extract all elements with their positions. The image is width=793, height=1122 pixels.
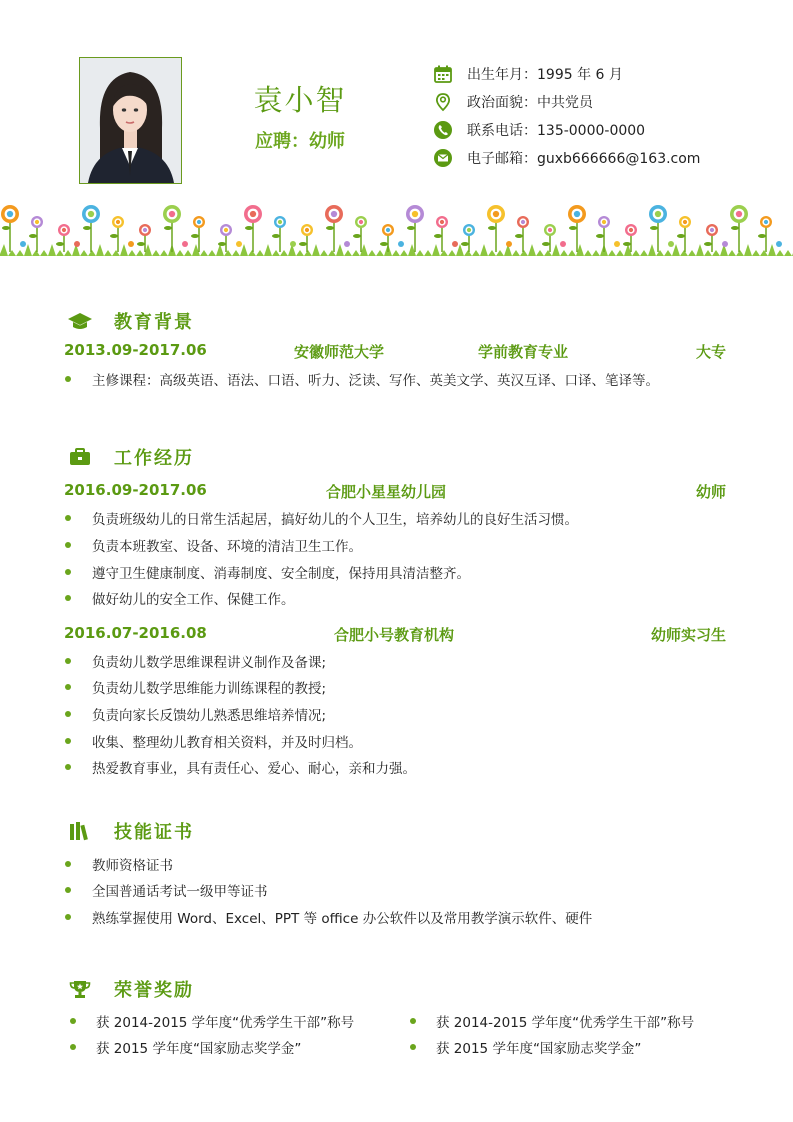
section-skills-header <box>66 818 194 844</box>
job-duty-text: 热爱教育事业，具有责任心、爱心、耐心，亲和力强。 <box>92 761 416 777</box>
education-course-text: 主修课程：高级英语、语法、口语、听力、泛读、写作、英美文学、英汉互译、口译、笔译等。 <box>92 373 659 389</box>
job-date: 2016.09-2017.06 <box>64 481 207 499</box>
list-item <box>409 1037 641 1057</box>
job-duty-text: 负责向家长反馈幼儿熟悉思维培养情况; <box>92 708 327 724</box>
info-birth <box>432 63 623 85</box>
location-icon <box>432 91 454 113</box>
list-item <box>64 508 578 528</box>
section-honors-header <box>66 976 194 1002</box>
section-education-header <box>66 308 194 334</box>
info-email <box>432 147 700 169</box>
bullet-dot <box>65 861 71 867</box>
bullet-dot <box>65 542 71 548</box>
section-work-title: 工作经历 <box>114 448 194 469</box>
bullet-dot <box>65 658 71 664</box>
list-item <box>64 562 470 582</box>
job-entry <box>64 624 726 646</box>
honor-text: 获 2015 学年度“国家励志奖学金” <box>436 1041 642 1057</box>
list-item <box>64 880 268 900</box>
info-phone-text: 联系电话：135-0000-0000 <box>467 123 646 139</box>
bullet-dot <box>65 914 71 920</box>
job-duty-text: 遵守卫生健康制度、消毒制度、安全制度，保持用具清洁整齐。 <box>92 566 470 582</box>
info-birth-text: 出生年月：1995 年 6 月 <box>467 67 623 83</box>
job-duty-text: 负责班级幼儿的日常生活起居，搞好幼儿的个人卫生，培养幼儿的良好生活习惯。 <box>92 512 578 528</box>
job-duty-text: 做好幼儿的安全工作、保健工作。 <box>92 592 295 608</box>
bullet-dot <box>410 1018 416 1024</box>
list-item <box>64 757 416 777</box>
bullet-dot <box>70 1044 76 1050</box>
section-honors-title: 荣誉奖励 <box>114 980 194 1001</box>
bullet-dot <box>65 684 71 690</box>
list-item <box>64 704 326 724</box>
info-phone <box>432 119 645 141</box>
list-item <box>69 1011 354 1031</box>
education-entry <box>64 341 726 363</box>
list-item <box>64 535 362 555</box>
briefcase-icon <box>66 445 94 469</box>
bullet-dot <box>65 595 71 601</box>
honor-text: 获 2015 学年度“国家励志奖学金” <box>96 1041 302 1057</box>
job-target: 应聘：幼师 <box>255 131 345 152</box>
list-item <box>64 907 592 927</box>
honor-text: 获 2014-2015 学年度“优秀学生干部”称号 <box>96 1015 355 1031</box>
job-duty-text: 负责幼儿数学思维课程讲义制作及备课; <box>92 655 327 671</box>
education-school: 安徽师范大学 <box>294 343 385 361</box>
job-role: 幼师 <box>695 483 726 501</box>
calendar-icon <box>432 63 454 85</box>
flower-border <box>0 200 793 264</box>
job-org: 合肥小号教育机构 <box>334 626 455 644</box>
honor-text: 获 2014-2015 学年度“优秀学生干部”称号 <box>436 1015 695 1031</box>
job-duty-text: 收集、整理幼儿教育相关资料，并及时归档。 <box>92 735 362 751</box>
candidate-name: 袁小智 <box>253 83 347 117</box>
info-politics <box>432 91 593 113</box>
section-skills-title: 技能证书 <box>114 822 194 843</box>
bullet-dot <box>65 764 71 770</box>
list-item <box>64 369 659 389</box>
education-date: 2013.09-2017.06 <box>64 341 207 359</box>
bullet-dot <box>410 1044 416 1050</box>
skill-text: 全国普通话考试一级甲等证书 <box>92 884 268 900</box>
list-item <box>409 1011 694 1031</box>
books-icon <box>66 819 94 843</box>
bullet-dot <box>70 1018 76 1024</box>
phone-icon <box>432 119 454 141</box>
bullet-dot <box>65 515 71 521</box>
list-item <box>64 731 362 751</box>
section-work-header <box>66 444 194 470</box>
info-email-text: 电子邮箱：guxb666666@163.com <box>467 151 701 167</box>
info-politics-text: 政治面貌：中共党员 <box>467 95 593 111</box>
bullet-dot <box>65 887 71 893</box>
skill-text: 教师资格证书 <box>92 858 173 874</box>
job-date: 2016.07-2016.08 <box>64 624 207 642</box>
bullet-dot <box>65 738 71 744</box>
graduation-cap-icon <box>66 309 94 333</box>
bullet-dot <box>65 376 71 382</box>
bullet-dot <box>65 569 71 575</box>
skill-text: 熟练掌握使用 Word、Excel、PPT 等 office 办公软件以及常用教学演示软件、硬件 <box>92 911 593 927</box>
job-duty-text: 负责幼儿数学思维能力训练课程的教授; <box>92 681 327 697</box>
job-org: 合肥小星星幼儿园 <box>326 483 447 501</box>
list-item <box>64 677 326 697</box>
profile-photo <box>79 57 182 184</box>
education-major: 学前教育专业 <box>478 343 569 361</box>
trophy-icon <box>66 977 94 1001</box>
job-role: 幼师实习生 <box>650 626 726 644</box>
list-item <box>64 651 326 671</box>
job-entry <box>64 481 726 503</box>
section-education-title: 教育背景 <box>114 312 194 333</box>
list-item <box>69 1037 301 1057</box>
bullet-dot <box>65 711 71 717</box>
email-icon <box>432 147 454 169</box>
list-item <box>64 854 173 874</box>
education-degree: 大专 <box>695 343 726 361</box>
job-duty-text: 负责本班教室、设备、环境的清洁卫生工作。 <box>92 539 362 555</box>
list-item <box>64 588 295 608</box>
